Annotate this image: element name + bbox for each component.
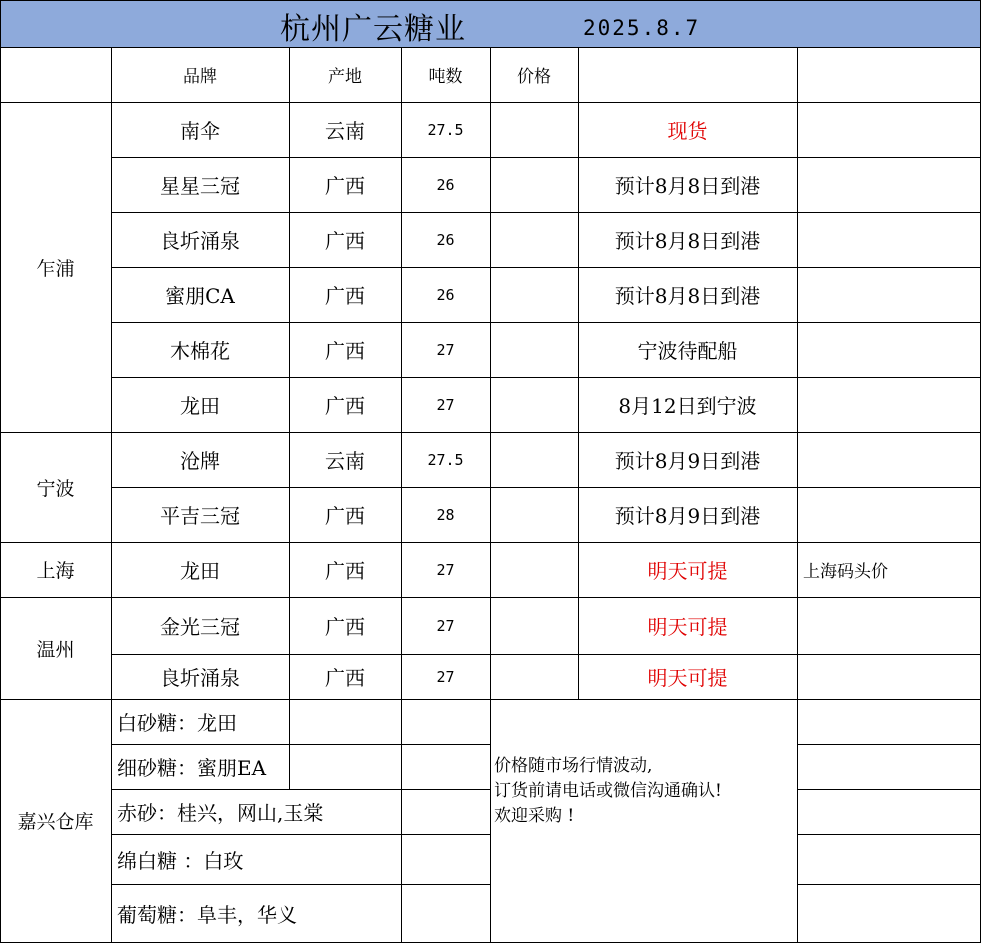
price-cell (490, 267, 578, 322)
grid-line (401, 47, 402, 943)
tons-cell: 27 (436, 340, 455, 359)
title-bar (0, 0, 981, 47)
price-cell (490, 542, 578, 597)
price-cell (490, 377, 578, 432)
tons-cell: 27.5 (427, 120, 464, 139)
location-0: 乍浦 (36, 257, 75, 280)
origin-cell: 云南 (325, 119, 365, 143)
grid-line (289, 47, 290, 700)
header-origin: 产地 (328, 67, 362, 87)
status-cell: 预计8月9日到港 (614, 504, 761, 528)
status-cell: 预计8月8日到港 (614, 174, 761, 198)
brand-cell: 良圻涌泉 (160, 229, 240, 253)
status-cell: 预计8月8日到港 (614, 284, 761, 308)
price-cell (490, 432, 578, 487)
warehouse-item: 赤砂：桂兴，网山,玉棠 (117, 801, 324, 825)
brand-cell: 龙田 (180, 394, 220, 418)
header-price: 价格 (517, 67, 551, 87)
origin-cell: 广西 (325, 229, 365, 253)
note-cell (797, 377, 980, 432)
price-cell (490, 654, 578, 699)
header-tons: 吨数 (428, 67, 463, 87)
brand-cell: 沧牌 (180, 449, 220, 473)
origin-cell: 广西 (325, 666, 365, 690)
grid-line (111, 744, 491, 745)
sheet-date: 2025.8.7 (583, 16, 701, 40)
location-2: 上海 (36, 560, 75, 582)
grid-line (111, 322, 981, 323)
grid-line (111, 487, 981, 488)
status-cell: 8月12日到宁波 (618, 394, 757, 418)
price-cell (490, 597, 578, 654)
location-3: 温州 (36, 638, 75, 661)
notice-line: 订货前请电话或微信沟通确认! (494, 781, 722, 801)
status-cell: 宁波待配船 (637, 339, 738, 363)
note-cell (797, 654, 980, 699)
status-cell: 预计8月8日到港 (614, 229, 761, 253)
brand-cell: 南伞 (180, 119, 220, 143)
origin-cell: 广西 (325, 504, 365, 528)
note-cell (797, 432, 980, 487)
grid-line (578, 47, 579, 700)
tons-cell: 27 (436, 667, 455, 686)
brand-cell: 金光三冠 (160, 615, 240, 639)
origin-cell: 广西 (325, 174, 365, 198)
tons-cell: 27 (436, 616, 455, 635)
tons-cell: 27 (436, 395, 455, 414)
grid-line (0, 0, 981, 1)
note-cell (797, 212, 980, 267)
tons-cell: 26 (436, 230, 455, 249)
grid-line (111, 157, 981, 158)
notice-line: 价格随市场行情波动, (494, 756, 653, 776)
origin-cell: 广西 (325, 394, 365, 418)
note-cell: 上海码头价 (803, 562, 888, 582)
brand-cell: 良圻涌泉 (160, 666, 240, 690)
price-cell (490, 157, 578, 212)
grid-line (797, 47, 798, 943)
price-notice (494, 754, 722, 829)
price-cell (490, 487, 578, 542)
grid-line (797, 744, 981, 745)
brand-cell: 龙田 (180, 559, 220, 583)
status-cell: 明天可提 (647, 666, 728, 690)
grid-line (111, 212, 981, 213)
origin-cell: 广西 (325, 615, 365, 639)
grid-line (797, 884, 981, 885)
tons-cell: 27.5 (427, 450, 464, 469)
notice-line: 欢迎采购 ! (494, 806, 575, 826)
grid-line (111, 47, 112, 943)
note-cell (797, 157, 980, 212)
warehouse-name: 嘉兴仓库 (17, 811, 94, 833)
note-cell (797, 322, 980, 377)
note-cell (797, 487, 980, 542)
grid-line (797, 789, 981, 790)
header-brand: 品牌 (183, 67, 217, 87)
origin-cell: 广西 (325, 559, 365, 583)
origin-cell: 云南 (325, 449, 365, 473)
company-title: 杭州广云糖业 (280, 12, 466, 47)
status-cell: 预计8月9日到港 (614, 449, 761, 473)
location-1: 宁波 (36, 477, 75, 500)
tons-cell: 26 (436, 285, 455, 304)
warehouse-item: 葡萄糖：阜丰，华义 (117, 902, 297, 927)
brand-cell: 蜜朋CA (165, 284, 235, 308)
warehouse-item: 细砂糖：蜜朋EA (117, 756, 267, 780)
note-cell (797, 102, 980, 157)
origin-cell: 广西 (325, 339, 365, 363)
tons-cell: 27 (436, 560, 455, 579)
warehouse-item: 白砂糖：龙田 (117, 711, 237, 735)
warehouse-item: 绵白糖 ：白玫 (117, 848, 244, 873)
grid-line (111, 654, 981, 655)
grid-line (111, 267, 981, 268)
grid-line (111, 789, 491, 790)
price-cell (490, 212, 578, 267)
status-cell: 现货 (667, 119, 708, 143)
grid-line (289, 699, 290, 790)
grid-line (111, 834, 491, 835)
tons-cell: 26 (436, 175, 455, 194)
grid-line (111, 884, 491, 885)
brand-cell: 木棉花 (170, 339, 230, 363)
tons-cell: 28 (436, 505, 455, 524)
grid-line (0, 0, 1, 943)
origin-cell: 广西 (325, 284, 365, 308)
status-cell: 明天可提 (647, 559, 728, 583)
brand-cell: 平吉三冠 (160, 504, 240, 528)
price-cell (490, 322, 578, 377)
grid-line (490, 47, 491, 943)
status-cell: 明天可提 (647, 615, 728, 639)
grid-line (111, 377, 981, 378)
note-cell (797, 267, 980, 322)
price-cell (490, 102, 578, 157)
note-cell (797, 597, 980, 654)
brand-cell: 星星三冠 (160, 174, 240, 198)
grid-line (797, 834, 981, 835)
